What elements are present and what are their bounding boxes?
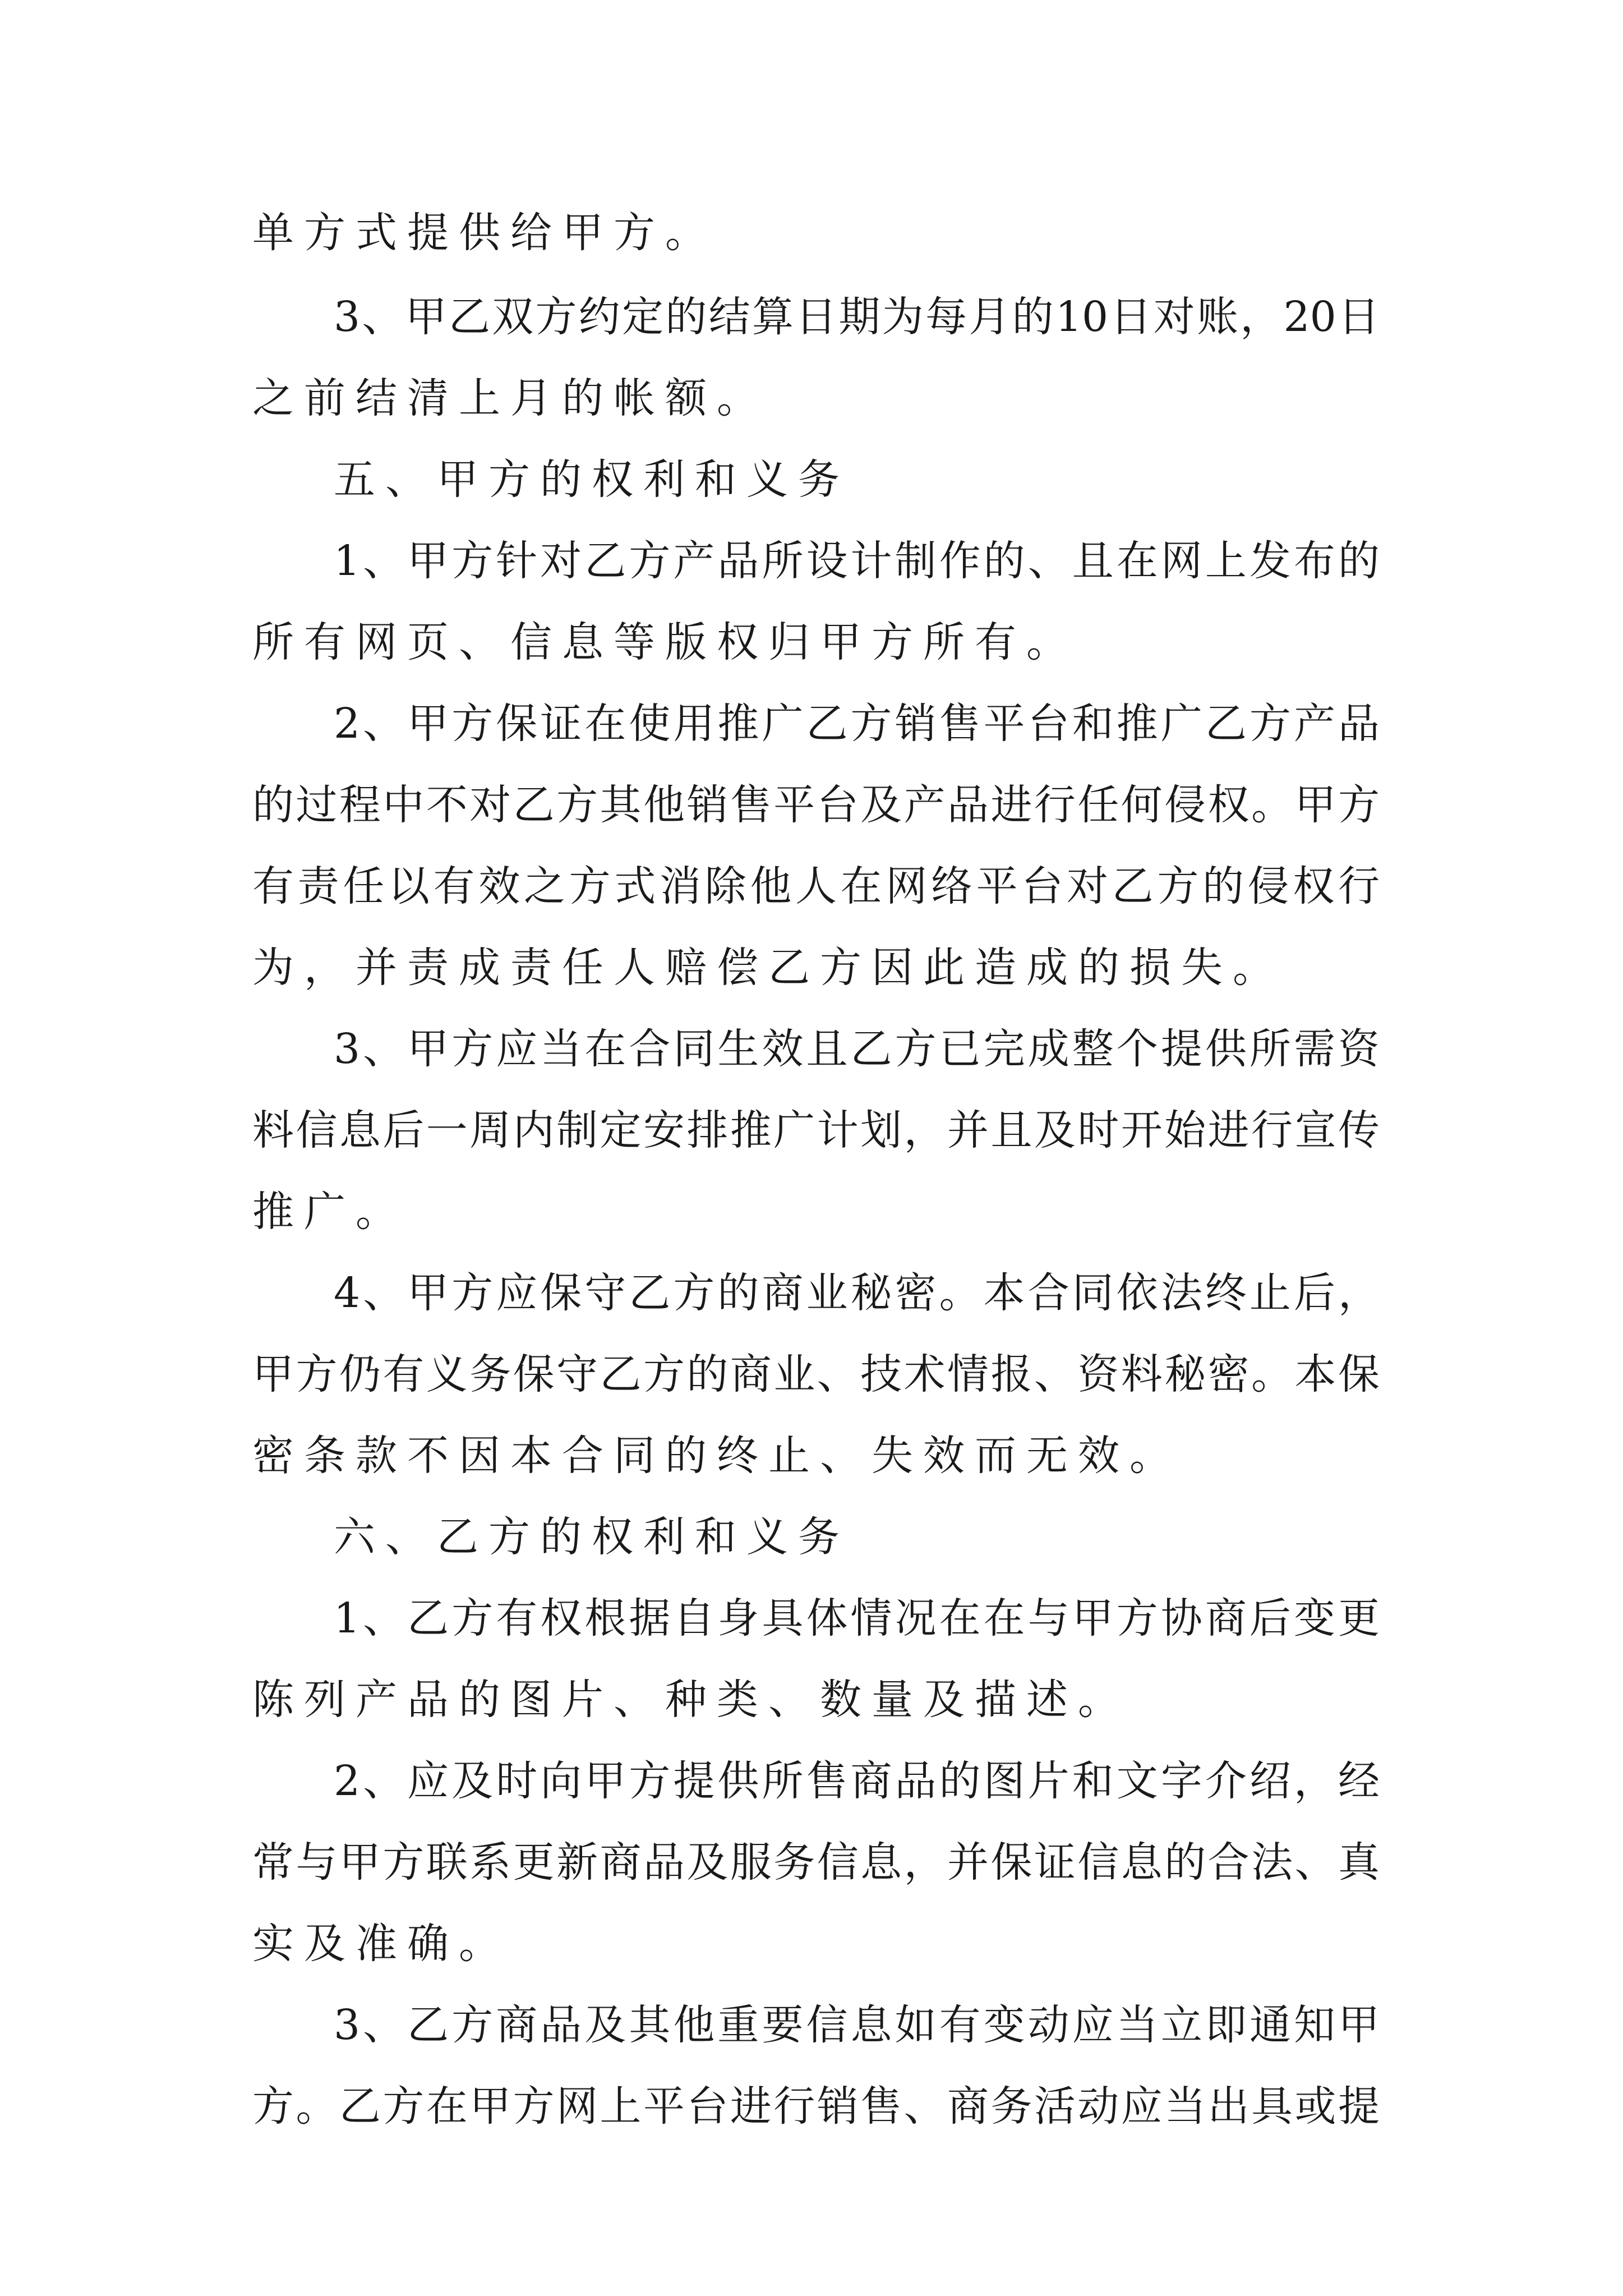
text-line: 常与甲方联系更新商品及服务信息，并保证信息的合法、真 xyxy=(252,1838,1380,1887)
section-heading: 六、乙方的权利和义务 xyxy=(334,1513,850,1561)
text-line: 有责任以有效之方式消除他人在网络平台对乙方的侵权行 xyxy=(252,862,1380,910)
text-line: 料信息后一周内制定安排推广计划，并且及时开始进行宣传 xyxy=(252,1106,1380,1154)
text-line: 为，并责成责任人赔偿乙方因此造成的损失。 xyxy=(252,944,1284,992)
text-line: 3、甲方应当在合同生效且乙方已完成整个提供所需资 xyxy=(334,1025,1380,1073)
text-line: 所有网页、信息等版权归甲方所有。 xyxy=(252,618,1078,666)
text-line: 2、甲方保证在使用推广乙方销售平台和推广乙方产品 xyxy=(334,700,1380,748)
text-line: 推广。 xyxy=(252,1188,407,1236)
text-line: 甲方仍有义务保守乙方的商业、技术情报、资料秘密。本保 xyxy=(252,1350,1380,1398)
text-line: 之前结清上月的帐额。 xyxy=(252,374,768,422)
text-line: 2、应及时向甲方提供所售商品的图片和文字介绍，经 xyxy=(334,1757,1380,1805)
text-line: 单方式提供给甲方。 xyxy=(252,209,717,257)
text-line: 的过程中不对乙方其他销售平台及产品进行任何侵权。甲方 xyxy=(252,781,1380,829)
text-line: 1、乙方有权根据自身具体情况在在与甲方协商后变更 xyxy=(334,1594,1380,1642)
text-line: 陈列产品的图片、种类、数量及描述。 xyxy=(252,1676,1129,1724)
text-line: 1、甲方针对乙方产品所设计制作的、且在网上发布的 xyxy=(334,537,1380,585)
text-line: 方。乙方在甲方网上平台进行销售、商务活动应当出具或提 xyxy=(252,2082,1380,2131)
text-line: 4、甲方应保守乙方的商业秘密。本合同依法终止后， xyxy=(334,1269,1380,1317)
text-line: 密条款不因本合同的终止、失效而无效。 xyxy=(252,1432,1181,1480)
section-heading: 五、甲方的权利和义务 xyxy=(334,455,850,504)
text-line: 3、乙方商品及其他重要信息如有变动应当立即通知甲 xyxy=(334,2001,1380,2049)
text-line: 3、甲乙双方约定的结算日期为每月的10日对账，20日 xyxy=(334,293,1380,341)
text-line: 实及准确。 xyxy=(252,1920,510,1968)
